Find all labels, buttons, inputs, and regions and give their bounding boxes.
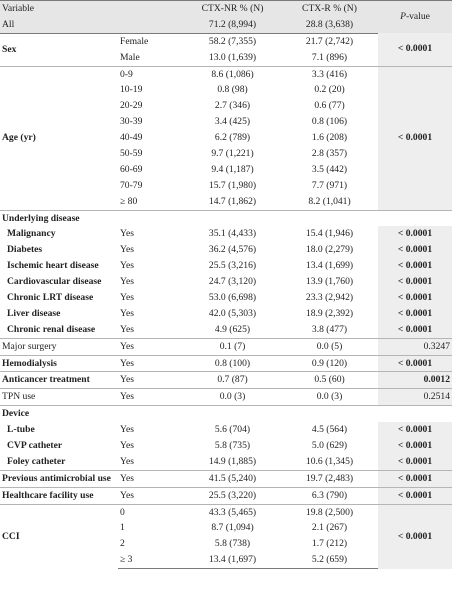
row-label: Healthcare facility use — [0, 487, 118, 504]
row-label: Foley catheter — [7, 455, 66, 467]
table-row — [0, 422, 452, 438]
row-ctx-r: 5.0 (629) — [311, 439, 348, 451]
row-ctx-nr: 13.4 (1,697) — [184, 552, 281, 568]
row-subgroup: Yes — [118, 355, 184, 372]
row-p-value: < 0.0001 — [378, 290, 452, 306]
table-row — [0, 470, 452, 487]
row-subgroup: Male — [120, 51, 140, 63]
row-label: Anticancer treatment — [0, 372, 118, 389]
row-label: L-tube — [7, 424, 35, 436]
row-ctx-nr: 13.0 (1,639) — [208, 51, 257, 63]
row-subgroup: 30-39 — [120, 116, 143, 128]
row-subgroup: 2 — [120, 538, 125, 550]
row-subgroup: Yes — [120, 439, 134, 451]
row-p-value: < 0.0001 — [378, 422, 452, 438]
row-p-value: < 0.0001 — [378, 438, 452, 454]
row-ctx-nr: 8.7 (1,094) — [211, 522, 254, 534]
row-subgroup: ≥ 80 — [120, 195, 138, 207]
row-subgroup: Yes — [120, 455, 134, 467]
header-subgroup — [118, 1, 184, 17]
row-p-value: < 0.0001 — [378, 470, 452, 487]
row-ctx-nr: 0.1 (7) — [184, 338, 281, 355]
header-p-value — [378, 1, 452, 34]
row-ctx-r: 2.8 (357) — [311, 147, 348, 159]
row-ctx-nr: 3.4 (425) — [214, 116, 251, 128]
age-label: Age (yr) — [0, 66, 118, 210]
row-ctx-r: 0.0 (5) — [281, 338, 378, 355]
row-p-value: < 0.0001 — [378, 258, 452, 274]
table-row — [0, 389, 452, 406]
row-subgroup: Yes — [120, 323, 134, 335]
table-row — [0, 487, 452, 504]
row-p-value: < 0.0001 — [378, 274, 452, 290]
row-p-value: < 0.0001 — [378, 226, 452, 242]
row-ctx-r: 0.2 (20) — [314, 84, 345, 96]
cci-p-value: < 0.0001 — [378, 504, 452, 569]
row-ctx-r: 19.8 (2,500) — [281, 504, 378, 520]
row-ctx-r: 7.1 (896) — [311, 51, 348, 63]
header-ctx-r: CTX-R % (N) — [281, 1, 378, 17]
table-row — [0, 258, 452, 274]
table-row — [0, 306, 452, 322]
row-label: Chronic LRT disease — [7, 291, 94, 303]
row-label: CVP catheter — [7, 439, 63, 451]
row-label: Previous antimicrobial use — [0, 470, 118, 487]
row-p-value: 0.3247 — [378, 338, 452, 355]
table-row — [0, 338, 452, 355]
row-ctx-nr: 2.7 (346) — [214, 100, 251, 112]
row-ctx-nr: 43.3 (5,465) — [184, 504, 281, 520]
row-ctx-r: 7.7 (971) — [311, 179, 348, 191]
row-ctx-nr: 0.8 (100) — [184, 355, 281, 372]
row-label: TPN use — [0, 389, 118, 406]
header-row — [0, 1, 452, 17]
row-label: Chronic renal disease — [7, 323, 96, 335]
row-ctx-r: 0.6 (77) — [314, 100, 345, 112]
row-ctx-nr: 4.9 (625) — [214, 323, 251, 335]
row-ctx-nr: 8.6 (1,086) — [184, 66, 281, 82]
row-subgroup: Yes — [118, 372, 184, 389]
table-row — [0, 355, 452, 372]
table-row — [0, 454, 452, 470]
cci-label: CCI — [0, 504, 118, 569]
row-label: Liver disease — [7, 307, 61, 319]
row-subgroup: Yes — [120, 276, 134, 288]
row-subgroup: Yes — [120, 260, 134, 272]
section-header-row — [0, 210, 452, 226]
row-ctx-r: 18.0 (2,279) — [305, 244, 354, 256]
row-ctx-nr: 6.2 (789) — [214, 132, 251, 144]
row-subgroup: Yes — [120, 291, 134, 303]
row-p-value: < 0.0001 — [378, 306, 452, 322]
row-label: Major surgery — [0, 338, 118, 355]
row-subgroup: 0-9 — [118, 66, 184, 82]
row-subgroup: 50-59 — [120, 147, 143, 159]
row-subgroup: 10-19 — [120, 84, 143, 96]
row-ctx-r: 3.5 (442) — [311, 163, 348, 175]
table-row — [0, 66, 452, 82]
row-ctx-nr: 35.1 (4,433) — [208, 228, 257, 240]
row-ctx-r: 4.5 (564) — [311, 424, 348, 436]
row-subgroup: Yes — [118, 487, 184, 504]
row-subgroup: Yes — [118, 338, 184, 355]
row-ctx-r: 6.3 (790) — [281, 487, 378, 504]
row-p-value: < 0.0001 — [378, 242, 452, 258]
row-ctx-nr: 15.7 (1,980) — [208, 179, 257, 191]
all-ctx-nr: 71.2 (8,994) — [184, 17, 281, 33]
row-subgroup: Yes — [120, 244, 134, 256]
row-ctx-nr: 5.6 (704) — [214, 424, 251, 436]
row-ctx-nr: 0.7 (87) — [184, 372, 281, 389]
row-subgroup: 60-69 — [120, 163, 143, 175]
row-p-value: < 0.0001 — [378, 355, 452, 372]
row-ctx-r: 0.0 (3) — [281, 389, 378, 406]
row-subgroup: Yes — [120, 307, 134, 319]
row-label: Malignancy — [7, 228, 56, 240]
row-subgroup: 20-29 — [120, 100, 143, 112]
row-subgroup: Yes — [118, 389, 184, 406]
device-label: Device — [0, 406, 184, 422]
table-row — [0, 290, 452, 306]
age-p-value: < 0.0001 — [378, 66, 452, 210]
sex-label: Sex — [2, 43, 17, 55]
table-row — [0, 322, 452, 338]
row-ctx-nr: 0.8 (98) — [217, 84, 248, 96]
row-label: Hemodialysis — [0, 355, 118, 372]
row-subgroup: 70-79 — [120, 179, 143, 191]
row-ctx-nr: 25.5 (3,216) — [208, 260, 257, 272]
row-ctx-nr: 0.0 (3) — [184, 389, 281, 406]
header-p-rest: -value — [405, 11, 430, 23]
table-row — [0, 33, 452, 49]
row-subgroup: Yes — [120, 424, 134, 436]
row-ctx-nr: 5.8 (735) — [214, 439, 251, 451]
all-subgroup — [118, 17, 184, 33]
table-row — [0, 226, 452, 242]
row-ctx-nr: 25.5 (3,220) — [184, 487, 281, 504]
row-ctx-nr: 14.9 (1,885) — [208, 455, 257, 467]
header-variable: Variable — [0, 1, 118, 17]
row-ctx-nr: 58.2 (7,355) — [208, 35, 257, 47]
row-subgroup: Yes — [118, 470, 184, 487]
row-subgroup: ≥ 3 — [118, 552, 184, 568]
row-ctx-nr: 42.0 (5,303) — [208, 307, 257, 319]
row-ctx-nr: 14.7 (1,862) — [208, 195, 257, 207]
row-label: Diabetes — [7, 244, 43, 256]
sex-p-value: < 0.0001 — [378, 33, 452, 66]
row-ctx-nr: 53.0 (6,698) — [208, 291, 257, 303]
row-p-value: 0.0012 — [378, 372, 452, 389]
row-ctx-r: 13.4 (1,699) — [305, 260, 354, 272]
header-p-italic: P — [400, 11, 406, 23]
table-row — [0, 438, 452, 454]
underlying-disease-label: Underlying disease — [0, 210, 184, 226]
row-p-value: < 0.0001 — [378, 487, 452, 504]
row-ctx-r: 19.7 (2,483) — [281, 470, 378, 487]
row-ctx-r: 3.8 (477) — [311, 323, 348, 335]
row-ctx-r: 13.9 (1,760) — [305, 276, 354, 288]
row-ctx-r: 1.6 (208) — [311, 132, 348, 144]
row-p-value: 0.2514 — [378, 389, 452, 406]
row-ctx-r: 2.1 (267) — [311, 522, 348, 534]
row-ctx-nr: 9.7 (1,221) — [211, 147, 254, 159]
row-ctx-r: 23.3 (2,942) — [305, 291, 354, 303]
row-label: Ischemic heart disease — [7, 260, 99, 272]
row-subgroup: 1 — [120, 522, 125, 534]
row-ctx-r: 15.4 (1,946) — [305, 228, 354, 240]
row-ctx-r: 3.3 (416) — [281, 66, 378, 82]
section-header-row — [0, 406, 452, 422]
row-ctx-r: 18.9 (2,392) — [305, 307, 354, 319]
row-subgroup: Female — [120, 35, 149, 47]
header-ctx-nr: CTX-NR % (N) — [184, 1, 281, 17]
row-subgroup: 0 — [118, 504, 184, 520]
table-row — [0, 504, 452, 520]
row-ctx-r: 0.5 (60) — [281, 372, 378, 389]
row-ctx-nr: 24.7 (3,120) — [208, 276, 257, 288]
row-ctx-nr: 36.2 (4,576) — [208, 244, 257, 256]
row-ctx-r: 10.6 (1,345) — [305, 455, 354, 467]
row-p-value: < 0.0001 — [378, 454, 452, 470]
row-ctx-nr: 41.5 (5,240) — [184, 470, 281, 487]
row-ctx-nr: 5.8 (738) — [214, 538, 251, 550]
row-ctx-r: 1.7 (212) — [311, 538, 348, 550]
row-ctx-r: 0.8 (106) — [311, 116, 348, 128]
row-ctx-nr: 9.4 (1,187) — [211, 163, 254, 175]
table-row — [0, 274, 452, 290]
row-ctx-r: 8.2 (1,041) — [308, 195, 351, 207]
row-subgroup: Yes — [120, 228, 134, 240]
row-ctx-r: 21.7 (2,742) — [305, 35, 354, 47]
row-ctx-r: 5.2 (659) — [281, 552, 378, 568]
all-ctx-r: 28.8 (3,638) — [281, 17, 378, 33]
table-row — [0, 372, 452, 389]
table-row — [0, 242, 452, 258]
row-p-value: < 0.0001 — [378, 322, 452, 338]
row-ctx-r: 0.9 (120) — [281, 355, 378, 372]
row-label: Cardiovascular disease — [7, 276, 102, 288]
all-label: All — [0, 17, 118, 33]
row-subgroup: 40-49 — [120, 132, 143, 144]
